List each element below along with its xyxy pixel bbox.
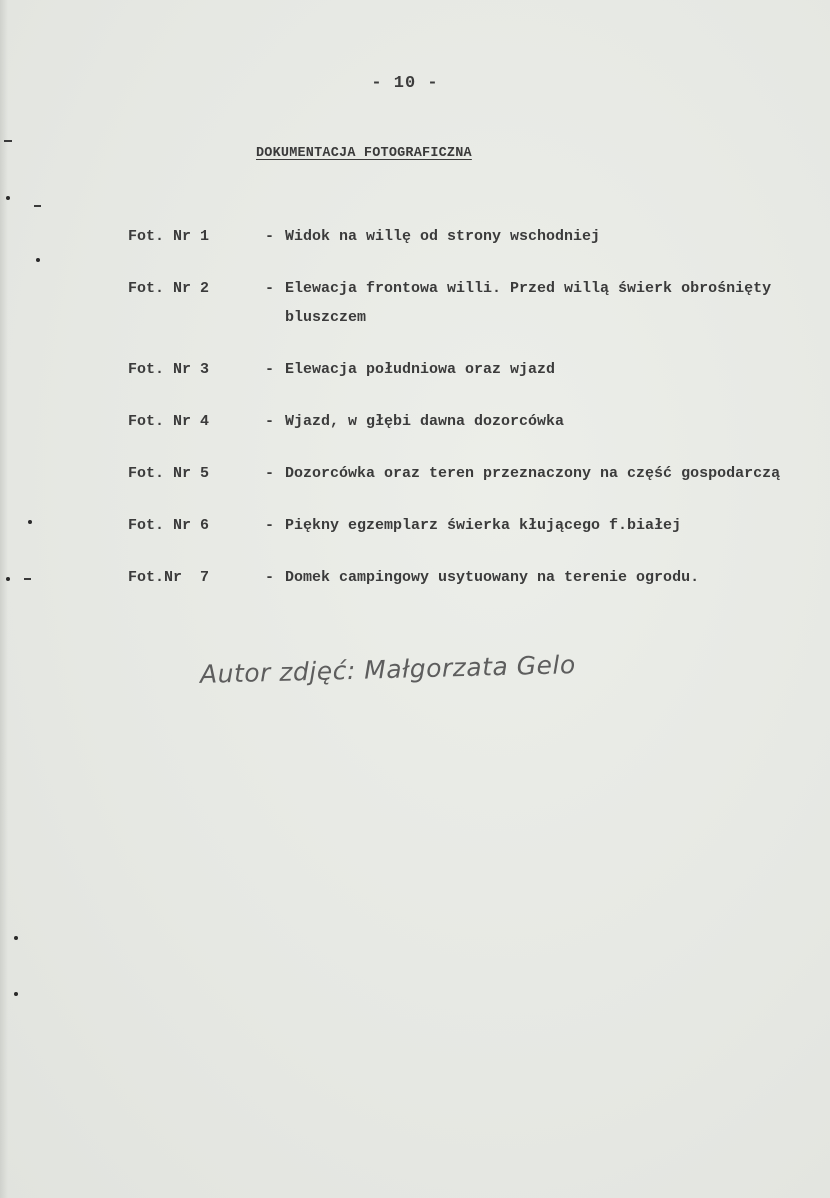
photo-entry — [128, 222, 818, 251]
photo-entry — [128, 459, 818, 488]
document-title: DOKUMENTACJA FOTOGRAFICZNA — [256, 146, 472, 161]
photo-number: Fot. Nr 3 — [128, 361, 210, 378]
photo-description: Elewacja frontowa willi. Przed willą świerk obrośnięty bluszczem — [285, 280, 772, 326]
handwritten-author-note: Autor zdjęć: Małgorzata Gelo — [199, 650, 577, 689]
photo-number: Fot. Nr 2 — [128, 280, 210, 297]
photo-description: Elewacja południowa oraz wjazd — [285, 361, 556, 378]
margin-mark — [4, 140, 12, 142]
margin-dot — [36, 258, 40, 262]
photo-entry — [128, 407, 818, 436]
photo-number: Fot. Nr 6 — [128, 517, 210, 534]
photo-entry — [128, 511, 818, 540]
margin-dot — [14, 936, 18, 940]
page-edge-shadow — [0, 0, 8, 1198]
photo-entry — [128, 274, 818, 332]
photo-number: Fot. Nr 4 — [128, 413, 210, 430]
entry-dash: - — [265, 280, 275, 297]
photo-number: Fot. Nr 1 — [128, 228, 210, 245]
margin-dot — [28, 520, 32, 524]
photo-list — [128, 222, 818, 615]
margin-dot — [6, 577, 10, 581]
margin-mark — [34, 205, 41, 207]
entry-dash: - — [265, 413, 275, 430]
photo-description: Wjazd, w głębi dawna dozorcówka — [285, 413, 565, 430]
photo-number: Fot.Nr 7 — [128, 569, 210, 586]
entry-dash: - — [265, 465, 275, 482]
photo-number: Fot. Nr 5 — [128, 465, 210, 482]
photo-description: Dozorcówka oraz teren przeznaczony na część gospodarczą — [285, 465, 781, 482]
photo-entry — [128, 355, 818, 384]
entry-dash: - — [265, 228, 275, 245]
photo-description: Domek campingowy usytuowany na terenie ogrodu. — [285, 569, 700, 586]
page-number: - 10 - — [371, 74, 439, 93]
entry-dash: - — [265, 569, 275, 586]
margin-dot — [6, 196, 10, 200]
entry-dash: - — [265, 361, 275, 378]
photo-entry — [128, 563, 818, 592]
entry-dash: - — [265, 517, 275, 534]
photo-description: Piękny egzemplarz świerka kłującego f.białej — [285, 517, 682, 534]
photo-description: Widok na willę od strony wschodniej — [285, 228, 601, 245]
margin-dot — [14, 992, 18, 996]
margin-mark — [24, 578, 31, 580]
